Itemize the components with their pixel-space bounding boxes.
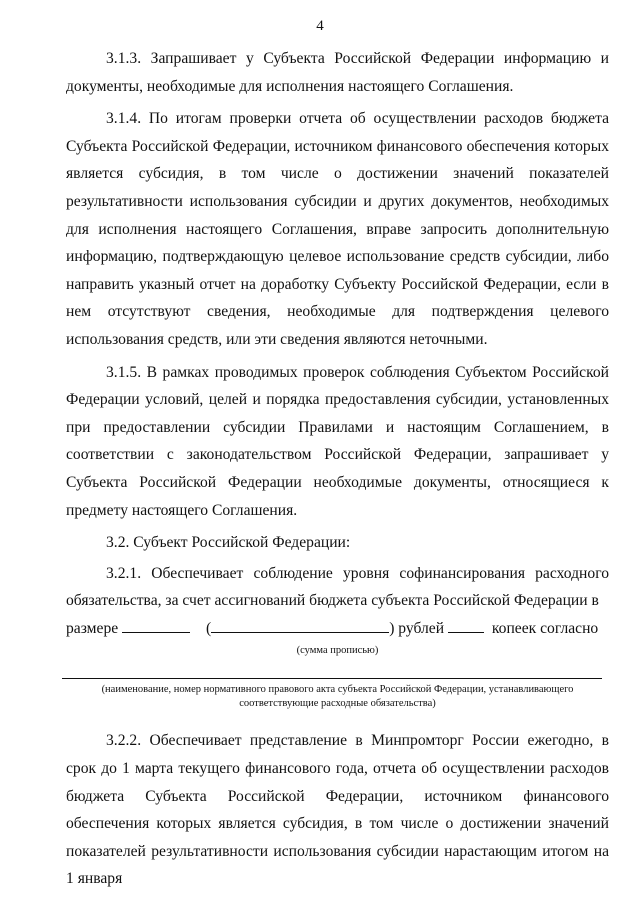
amount-in-words-caption: (сумма прописью) [296,645,379,657]
rubles-label: ) рублей [389,619,445,637]
open-paren: ( [205,619,212,637]
kopecks-label: копеек согласно [491,619,599,637]
paragraph-3-2-2: 3.2.2. Обеспечивает представление в Минпромторг России ежегодно, в срок до 1 марта текущего финансового года, отчета об осуществлении расходов бюджета Субъекта Российской Федерации, источником финансового обеспечения которых является субсидия, в том числе о достижении значений показателей результативности использования субсидии нарастающим итогом на 1 января [66,732,609,888]
page-number: 4 [316,18,324,34]
paragraph-3-2: 3.2. Субъект Российской Федерации: [106,534,351,552]
paragraph-3-1-4: 3.1.4. По итогам проверки отчета об осуществлении расходов бюджета Субъекта Российской Федерации, источником финансового обеспечения которых является субсидия, в том числе о достижении значений показателей результативности использования субсидии и других документов, необходимых для исполнения настоящего Соглашения, вправе запросить дополнительную информацию, подтверждающую целевое использование средств субсидии, либо направить указный отчет на доработку Субъекту Российской Федерации, если в нем отсутствуют сведения, необходимые для подтверждения целевого использования средств, или эти сведения являются неточными. [66,110,609,348]
act-name-rule [62,678,602,679]
size-label: размере [66,619,119,637]
amount-words-blank [211,618,389,633]
kopecks-blank [448,618,484,633]
paragraph-3-2-1: 3.2.1. Обеспечивает соблюдение уровня софинансирования расходного обязательства, за счет ассигнований бюджета субъекта Российской Федерации в [66,564,609,610]
document-body [66,45,609,898]
amount-blank [122,618,190,633]
paragraph-3-1-5: 3.1.5. В рамках проводимых проверок соблюдения Субъектом Российской Федерации условий, целей и порядка предоставления субсидии, установленных при предоставлении субсидии Правилами и настоящим Соглашением, в соответствии с законодательством Российской Федерации, запрашивает у Субъекта Российской Федерации необходимые документы, относящиеся к предмету настоящего Соглашения. [66,363,609,519]
amount-fill-line [66,615,609,643]
act-name-caption: (наименование, номер нормативного правового акта субъекта Российской Федерации, устанавливающего соответствующие расходные обязательства) [101,684,574,710]
paragraph-3-1-3: 3.1.3. Запрашивает у Субъекта Российской Федерации информацию и документы, необходимые для исполнения настоящего Соглашения. [66,50,609,95]
